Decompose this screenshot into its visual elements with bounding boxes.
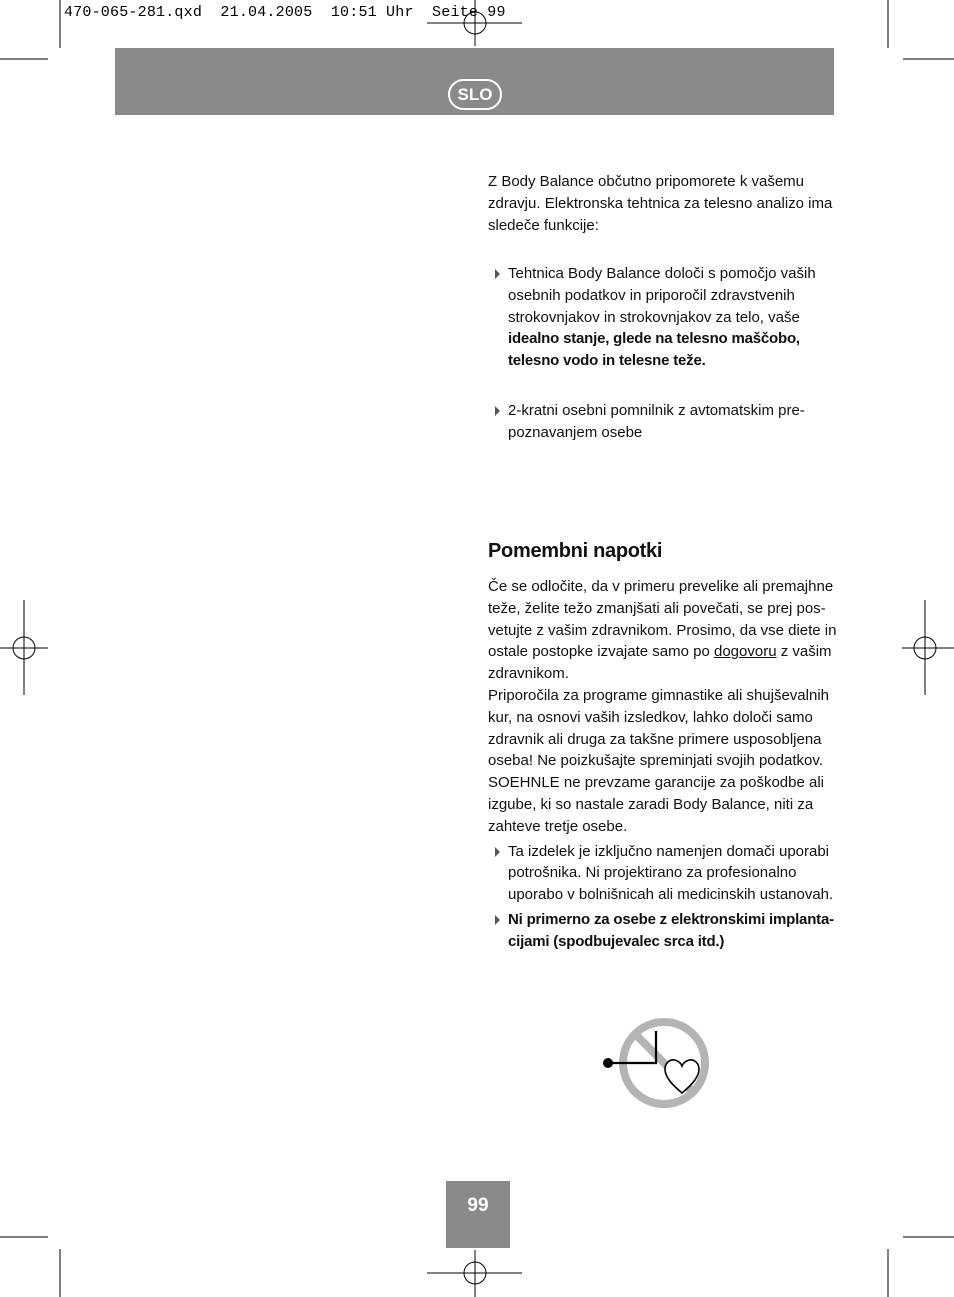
intro-bullet-1-text: Tehtnica Body Balance določi s pomočjo vaših osebnih podatkov in priporočil zdravstvenih strokovnjakov in strokovnjakov za telo, vaše <box>508 265 816 326</box>
intro-bullet-1-bold-text: idealno stanje, glede na telesno maščobo, telesno vodo in telesne teže. <box>508 330 800 370</box>
intro-section <box>488 171 838 236</box>
bullet-triangle-icon <box>495 847 500 857</box>
intro-paragraph: Z Body Balance občutno pripomorete k vašemu zdravju. Elektronska tehtnica za telesno analizo ima sledeče funkcije: <box>488 173 833 234</box>
intro-bullet-2 <box>488 400 838 444</box>
registration-mark <box>427 1250 522 1297</box>
language-badge: SLO <box>448 79 502 110</box>
notes-bullet-2 <box>488 909 838 953</box>
notes-bullet-2-text: Ni primerno za osebe z elektronskimi implanta-cijami (spodbujevalec srca itd.) <box>508 910 834 950</box>
page-number: 99 <box>446 1181 510 1248</box>
notes-paragraph-2: Priporočila za programe gimnastike ali shujševalnih kur, na osnovi vaših izsledkov, lahko določi samo zdravnik ali druga za takšne primere usposobljena oseba! Ne poizkušajte spreminjati svojih podatkov. SOEHNLE ne prevzame garancije za poškodbe ali izgube, ki so nastale zaradi Body Balance, niti za zahteve tretje osebe. <box>488 686 829 835</box>
intro-bullet-1 <box>488 263 838 372</box>
registration-mark <box>902 600 954 695</box>
bullet-triangle-icon <box>495 269 500 279</box>
registration-mark <box>427 0 522 46</box>
bullet-triangle-icon <box>495 915 500 925</box>
underlined-word: dogovoru <box>713 643 777 661</box>
notes-bullet-1 <box>488 841 838 906</box>
bullet-triangle-icon <box>495 406 500 416</box>
registration-mark <box>0 600 48 695</box>
pacemaker-prohibited-icon <box>598 1015 718 1115</box>
notes-paragraph-1-start: Če se odločite, da v primeru prevelike ali premajhne teže, želite težo zmanjšati ali povečati, se prej pos-vetujte z vašim zdravnikom. Prosimo, da vse diete in ostale postopke izvajate samo po <box>488 578 837 661</box>
notes-paragraph-1 <box>488 576 838 685</box>
notes-bullet-1-text: Ta izdelek je izključno namenjen domači uporabi potrošnika. Ni projektirano za profesionalno uporabo v bolnišnicah ali medicinskih ustanovah. <box>508 842 834 904</box>
notes-section <box>488 576 838 953</box>
notes-paragraph-1-end: z vašim zdravnikom. <box>488 643 832 683</box>
file-slug-line: 470-065-281.qxd 21.04.2005 10:51 Uhr Seite 99 <box>64 4 506 21</box>
section-heading: Pomembni napotki <box>488 540 663 562</box>
intro-bullet-2-text: 2-kratni osebni pomnilnik z avtomatskim pre-poznavanjem osebe <box>508 402 805 441</box>
